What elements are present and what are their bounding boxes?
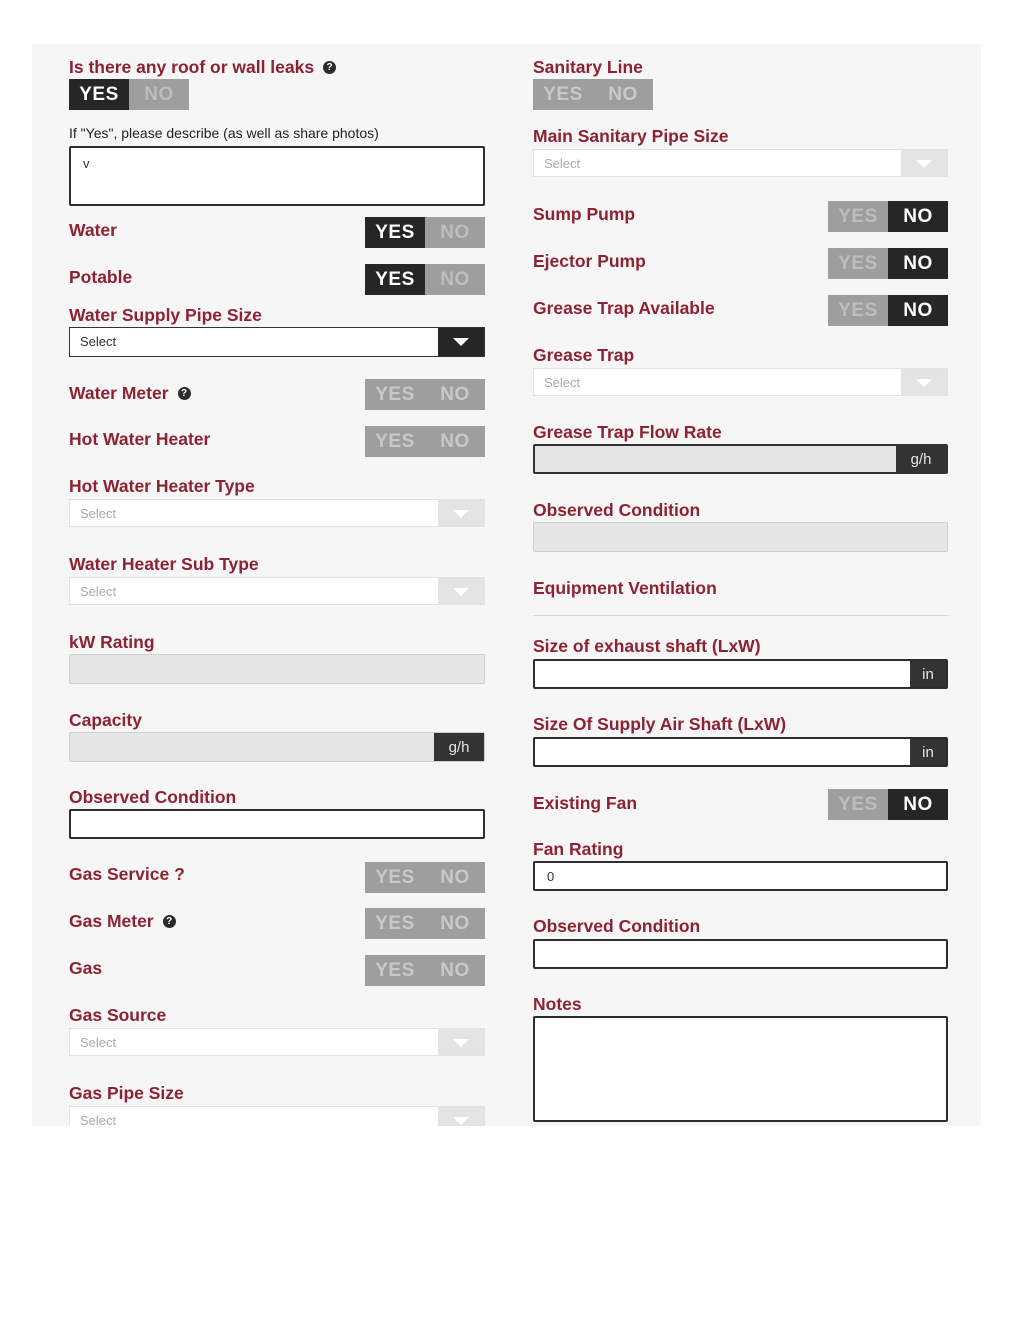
describe-value: v (83, 156, 90, 171)
grease-trap-flow-rate-input[interactable] (533, 444, 948, 474)
grease-trap-available-label: Grease Trap Available (533, 298, 715, 318)
gas-label: Gas (69, 958, 103, 978)
existing-fan-toggle[interactable] (828, 789, 948, 820)
fan-rating-input[interactable] (533, 861, 948, 891)
gas-meter-toggle[interactable] (365, 908, 485, 939)
water-meter-toggle[interactable] (365, 379, 485, 410)
fan-rating-value: 0 (547, 869, 555, 884)
ejector-pump-toggle[interactable] (828, 248, 948, 279)
observed-condition-input[interactable] (533, 939, 948, 969)
supply-air-shaft-input[interactable] (533, 737, 948, 767)
capacity-unit: g/h (434, 733, 484, 761)
yes-option[interactable]: YES (828, 789, 888, 820)
exhaust-shaft-input[interactable] (533, 659, 948, 689)
grease-trap-label: Grease Trap (533, 345, 635, 365)
supply-air-shaft-unit: in (910, 739, 946, 765)
select-placeholder: Select (80, 506, 117, 521)
kw-rating-input[interactable] (69, 654, 485, 684)
hot-water-heater-label: Hot Water Heater (69, 429, 211, 449)
no-option[interactable]: NO (425, 217, 485, 248)
sanitary-line-toggle[interactable] (533, 79, 653, 110)
main-sanitary-pipe-size-select[interactable] (533, 149, 948, 177)
yes-option[interactable]: YES (69, 79, 129, 110)
water-label: Water (69, 220, 117, 240)
sump-pump-toggle[interactable] (828, 201, 948, 232)
sump-pump-label: Sump Pump (533, 204, 636, 224)
no-option[interactable]: NO (425, 955, 485, 986)
capacity-label: Capacity (69, 710, 142, 730)
ejector-pump-label: Ejector Pump (533, 251, 646, 271)
help-icon[interactable]: ? (163, 915, 176, 928)
gas-meter-label: Gas Meter ? (69, 911, 176, 931)
flow-rate-unit: g/h (896, 446, 946, 472)
no-option[interactable]: NO (425, 264, 485, 295)
roof-leaks-toggle[interactable] (69, 79, 189, 110)
chevron-down-icon[interactable] (438, 578, 484, 604)
hot-water-heater-type-select[interactable] (69, 499, 485, 527)
main-sanitary-pipe-size-label: Main Sanitary Pipe Size (533, 126, 729, 146)
grease-trap-available-toggle[interactable] (828, 295, 948, 326)
observed-condition-label: Observed Condition (533, 500, 701, 520)
no-option[interactable]: NO (888, 295, 948, 326)
yes-option[interactable]: YES (365, 217, 425, 248)
notes-textarea[interactable] (533, 1016, 948, 1122)
capacity-input[interactable] (69, 732, 485, 762)
supply-air-shaft-label: Size Of Supply Air Shaft (LxW) (533, 714, 787, 734)
no-option[interactable]: NO (888, 789, 948, 820)
no-option[interactable]: NO (425, 862, 485, 893)
select-placeholder: Select (80, 1113, 117, 1126)
exhaust-shaft-unit: in (910, 661, 946, 687)
fan-rating-label: Fan Rating (533, 839, 624, 859)
gas-service-label: Gas Service ? (69, 864, 185, 884)
observed-condition-label: Observed Condition (533, 916, 701, 936)
yes-option[interactable]: YES (828, 248, 888, 279)
existing-fan-label: Existing Fan (533, 793, 638, 813)
yes-option[interactable]: YES (533, 79, 593, 110)
chevron-down-icon[interactable] (438, 1107, 484, 1126)
help-icon[interactable]: ? (178, 387, 191, 400)
chevron-down-icon[interactable] (901, 150, 947, 176)
gas-pipe-size-label: Gas Pipe Size (69, 1083, 184, 1103)
yes-option[interactable]: YES (828, 201, 888, 232)
water-supply-pipe-size-label: Water Supply Pipe Size (69, 305, 262, 325)
yes-option[interactable]: YES (365, 379, 425, 410)
no-option[interactable]: NO (593, 79, 653, 110)
equipment-ventilation-heading: Equipment Ventilation (533, 578, 717, 598)
chevron-down-icon[interactable] (438, 328, 484, 356)
notes-label: Notes (533, 994, 582, 1014)
yes-option[interactable]: YES (365, 908, 425, 939)
grease-trap-flow-rate-label: Grease Trap Flow Rate (533, 422, 722, 442)
select-placeholder: Select (80, 1035, 117, 1050)
water-meter-label: Water Meter ? (69, 383, 191, 403)
water-heater-sub-type-select[interactable] (69, 577, 485, 605)
select-placeholder: Select (80, 584, 117, 599)
describe-label: If "Yes", please describe (as well as share photos) (69, 125, 379, 141)
grease-trap-select[interactable] (533, 368, 948, 396)
section-divider (533, 615, 948, 616)
kw-rating-label: kW Rating (69, 632, 155, 652)
roof-leaks-label: Is there any roof or wall leaks ? (69, 57, 336, 77)
select-placeholder: Select (544, 156, 581, 171)
help-icon[interactable]: ? (323, 61, 336, 74)
potable-toggle[interactable] (365, 264, 485, 295)
yes-option[interactable]: YES (828, 295, 888, 326)
gas-toggle[interactable] (365, 955, 485, 986)
hot-water-heater-toggle[interactable] (365, 426, 485, 457)
chevron-down-icon[interactable] (901, 369, 947, 395)
no-option[interactable]: NO (888, 201, 948, 232)
observed-condition-input[interactable] (533, 522, 948, 552)
no-option[interactable]: NO (888, 248, 948, 279)
chevron-down-icon[interactable] (438, 1029, 484, 1055)
yes-option[interactable]: YES (365, 862, 425, 893)
gas-service-toggle[interactable] (365, 862, 485, 893)
gas-source-select[interactable] (69, 1028, 485, 1056)
no-option[interactable]: NO (129, 79, 189, 110)
no-option[interactable]: NO (425, 426, 485, 457)
select-placeholder: Select (80, 334, 117, 349)
gas-source-label: Gas Source (69, 1005, 167, 1025)
potable-label: Potable (69, 267, 133, 287)
form-panel (32, 44, 981, 1126)
yes-option[interactable]: YES (365, 264, 425, 295)
exhaust-shaft-label: Size of exhaust shaft (LxW) (533, 636, 761, 656)
observed-condition-input[interactable] (69, 809, 485, 839)
yes-option[interactable]: YES (365, 426, 425, 457)
no-option[interactable]: NO (425, 908, 485, 939)
water-supply-pipe-size-select[interactable] (69, 327, 485, 357)
gas-pipe-size-select[interactable] (69, 1106, 485, 1126)
select-placeholder: Select (544, 375, 581, 390)
describe-textarea[interactable] (69, 146, 485, 206)
sanitary-line-label: Sanitary Line (533, 57, 643, 77)
water-heater-sub-type-label: Water Heater Sub Type (69, 554, 259, 574)
water-toggle[interactable] (365, 217, 485, 248)
chevron-down-icon[interactable] (438, 500, 484, 526)
no-option[interactable]: NO (425, 379, 485, 410)
observed-condition-label: Observed Condition (69, 787, 237, 807)
hot-water-heater-type-label: Hot Water Heater Type (69, 476, 255, 496)
yes-option[interactable]: YES (365, 955, 425, 986)
